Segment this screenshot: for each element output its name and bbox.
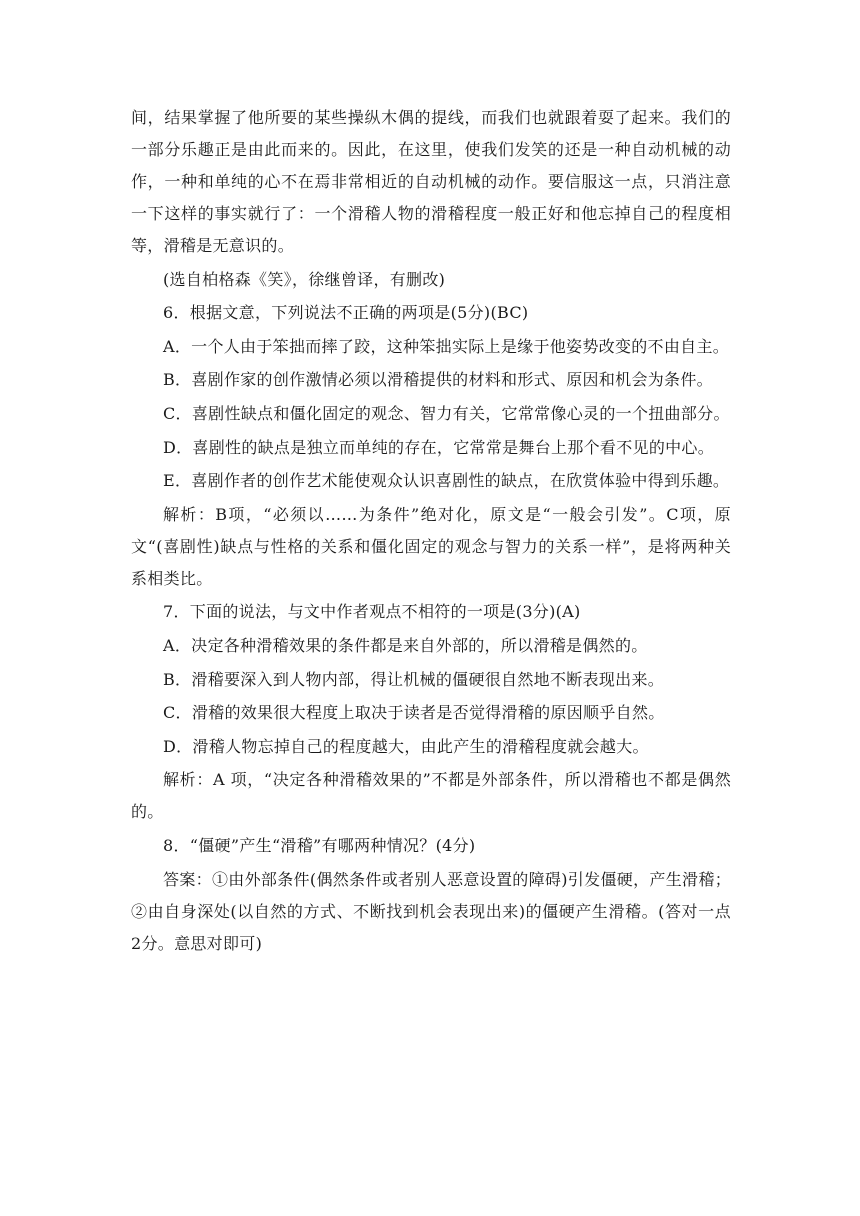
question-7-option-d: D．滑稽人物忘掉自己的程度越大，由此产生的滑稽程度就会越大。: [163, 736, 649, 756]
question-7-option-a: A．决定各种滑稽效果的条件都是来自外部的，所以滑稽是偶然的。: [163, 635, 648, 655]
question-6-option-c: C．喜剧性缺点和僵化固定的观念、智力有关，它常常像心灵的一个扭曲部分。: [163, 403, 730, 423]
question-8-stem: 8．“僵硬”产生“滑稽”有哪两种情况？(4分): [163, 835, 476, 855]
question-6-option-b: B．喜剧作家的创作激情必须以滑稽提供的材料和形式、原因和机会为条件。: [163, 370, 713, 390]
question-6-option-d: D．喜剧性的缺点是独立而单纯的存在，它常常是舞台上那个看不见的中心。: [163, 437, 715, 457]
source-citation: (选自柏格森《笑》，徐继曾译，有删改): [163, 269, 446, 289]
question-7-option-c: C．滑稽的效果很大程度上取决于读者是否觉得滑稽的原因顺乎自然。: [163, 703, 665, 723]
question-7-stem: 7．下面的说法，与文中作者观点不相符的一项是(3分)(A): [163, 602, 581, 622]
question-6-option-e: E．喜剧作者的创作艺术能使观众认识喜剧性的缺点，在欣赏体验中得到乐趣。: [163, 471, 730, 491]
question-7-analysis: 解析：A 项，“决定各种滑稽效果的”不都是外部条件，所以滑稽也不都是偶然的。: [131, 770, 731, 822]
document-page: [131, 102, 731, 961]
question-6-stem: 6．根据文意，下列说法不正确的两项是(5分)(BC): [163, 303, 529, 323]
paragraph-passage-end: 间，结果掌握了他所要的某些操纵木偶的提线，而我们也就跟着耍了起来。我们的一部分乐趣正是由此而来的。因此，在这里，使我们发笑的还是一种自动机械的动作，一种和单纯的心不在焉非常相近的自动机械的动作。要信服这一点，只消注意一下这样的事实就行了：一个滑稽人物的滑稽程度一般正好和他忘掉自己的程度相等，滑稽是无意识的。: [131, 108, 731, 255]
question-6-analysis: 解析：B项，“必须以……为条件”绝对化，原文是“一般会引发”。C项，原文“(喜剧性)缺点与性格的关系和僵化固定的观念与智力的关系一样”，是将两种关系相类比。: [131, 504, 731, 588]
question-7-option-b: B．滑稽要深入到人物内部，得让机械的僵硬很自然地不断表现出来。: [163, 669, 665, 689]
question-6-option-a: A．一个人由于笨拙而摔了跤，这种笨拙实际上是缘于他姿势改变的不由自主。: [163, 336, 730, 356]
question-8-answer: 答案：①由外部条件(偶然条件或者别人恶意设置的障碍)引发僵硬，产生滑稽；②由自身深处(以自然的方式、不断找到机会表现出来)的僵硬产生滑稽。(答对一点2分。意思对即可): [131, 869, 731, 953]
